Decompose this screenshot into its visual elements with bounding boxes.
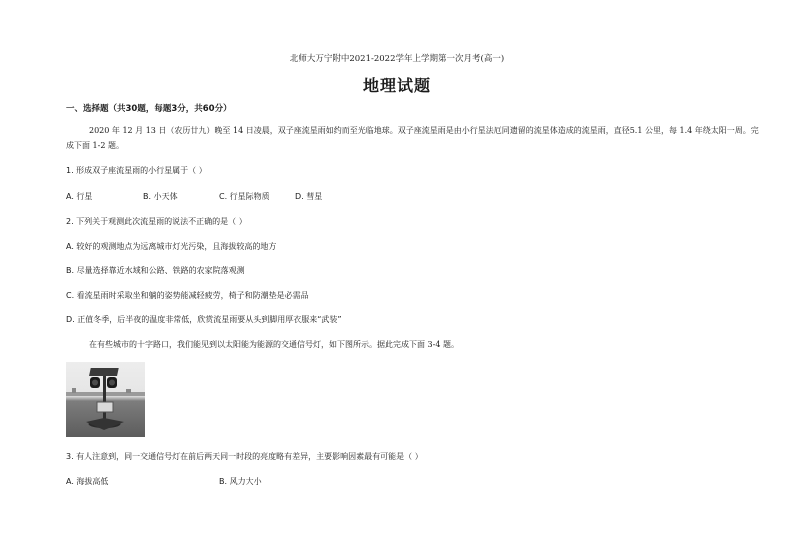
- question-2-option-b: B. 尽量选择靠近水域和公路、铁路的农家院落观测: [66, 266, 245, 275]
- questions-3-4-intro: 在有些城市的十字路口，我们能见到以太阳能为能源的交通信号灯，如下图所示。据此完成下面 3-4 题。: [89, 340, 459, 349]
- question-2-option-d: D. 正值冬季，后半夜的温度非常低，欣赏流星雨要从头到脚用厚衣服来“武装”: [66, 315, 342, 324]
- traffic-light-icon: [66, 362, 145, 437]
- question-2-option-a: A. 较好的观测地点为远离城市灯光污染，且海拔较高的地方: [66, 242, 277, 251]
- question-1-option-a: A. 行星: [66, 192, 93, 201]
- question-3-option-b: B. 风力大小: [219, 477, 262, 486]
- question-1-option-b: B. 小天体: [143, 192, 178, 201]
- section-heading: 一、选择题（共30题，每题3分，共60分）: [66, 104, 232, 114]
- solar-traffic-light-photo: [66, 362, 145, 437]
- exam-header: 北师大万宁附中2021-2022学年上学期第一次月考(高一): [289, 54, 505, 64]
- question-2-option-c: C. 看流星雨时采取坐和躺的姿势能减轻疲劳，椅子和防潮垫是必需品: [66, 291, 309, 300]
- question-1-option-d: D. 彗星: [295, 192, 323, 201]
- question-1-option-c: C. 行星际物质: [219, 192, 270, 201]
- question-1-stem: 1. 形成双子座流星雨的小行星属于（ ）: [66, 166, 207, 175]
- intro-paragraph-line-1: 2020 年 12 月 13 日（农历廿九）晚至 14 日凌晨，双子座流星雨如约而至光临地球。双子座流星雨是由小行星法厄同遗留的流星体造成的流星雨，直径5.1 公里，每 1.4 年绕太阳一周。完: [89, 126, 759, 135]
- question-3-option-a: A. 海拔高低: [66, 477, 109, 486]
- question-2-stem: 2. 下列关于观测此次流星雨的说法不正确的是（ ）: [66, 217, 247, 226]
- page-title: 地理试题: [362, 76, 431, 95]
- question-3-stem: 3. 有人注意到，同一交通信号灯在前后两天同一时段的亮度略有差异，主要影响因素最有可能是（ ）: [66, 452, 423, 461]
- intro-paragraph-line-2: 成下面 1-2 题。: [66, 141, 124, 150]
